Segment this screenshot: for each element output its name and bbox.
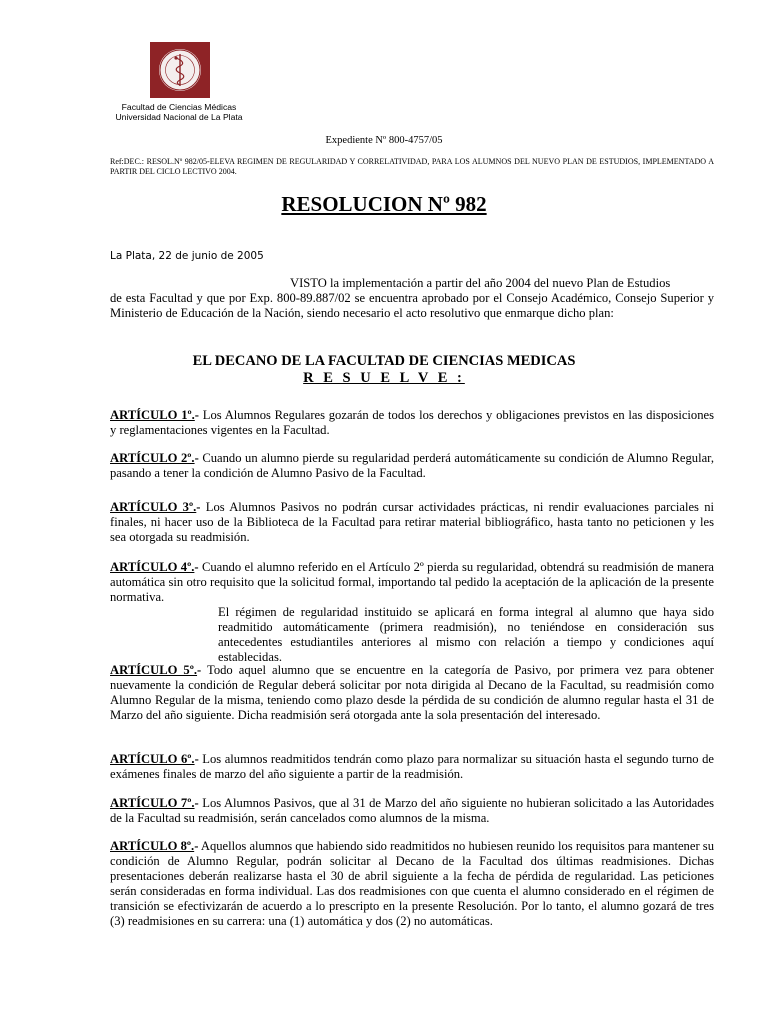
reference-line: Ref:DEC.: RESOL.Nº 982/05-ELEVA REGIMEN DE REGULARIDAD Y CORRELATIVIDAD, PARA LOS ALUMNOS DEL NUEVO PLAN DE ESTUDIOS, IMPLEMENTADO A PARTIR DEL CICLO LECTIVO 2004.	[110, 157, 714, 176]
institution-line-university: Universidad Nacional de La Plata	[115, 112, 243, 122]
date-line: La Plata, 22 de junio de 2005	[110, 250, 264, 262]
article-5-label: ARTÍCULO 5º.	[110, 663, 198, 677]
article-5: ARTÍCULO 5º.- Todo aquel alumno que se encuentre en la categoría de Pasivo, por primera vez para obtener nuevamente la condición de Regular deberá solicitar por nota dirigida al Decano de la Facultad, su readmisión como Alumno Regular de la misma, teniendo como plazo desde la pérdida de su condición de alumno regular hasta el 31 de Marzo del año siguiente. Dicha readmisión será otorgada ante la sola presentación del interesado.	[110, 663, 714, 722]
article-7-label: ARTÍCULO 7º.	[110, 796, 195, 810]
article-5-text: Todo aquel alumno que se encuentre en la categoría de Pasivo, por primera vez para obtener nuevamente la condición de Regular deberá solicitar por nota dirigida al Decano de la Facultad, su readmisión como Alumno Regular de la misma, teniendo como plazo desde la pérdida de su condición de alumno regular hasta el 31 de Marzo del año siguiente. Dicha readmisión será otorgada ante la sola presentación del interesado.	[110, 663, 714, 722]
article-4-text: Cuando el alumno referido en el Artículo 2º pierda su regularidad, obtendrá su readmisión de manera automática sin otro requisito que la solicitud formal, importando tal pedido la aceptación de la aplicación de la presente normativa.	[110, 560, 714, 604]
article-8-text: Aquellos alumnos que habiendo sido readmitidos no hubiesen reunido los requisitos para mantener su condición de Alumno Regular, podrán solicitar al Decano de la Facultad dos últimas readmisiones. Dichas presentaciones deberán realizarse hasta el 30 de abril siguiente a la fecha de pérdida de regularidad. Las peticiones serán consideradas en forma individual. Las dos readmisiones con que cuenta el alumno considerado en el régimen de transición se efectivizarán de acuerdo a lo prescripto en la presente Resolución. Por lo tanto, el alumno gozará de tres (3) readmisiones en su carrera: una (1) automática y dos (2) no automáticas.	[110, 839, 714, 928]
article-1: ARTÍCULO 1º.- Los Alumnos Regulares gozarán de todos los derechos y obligaciones previstos en las disposiciones y reglamentaciones vigentes en la Facultad.	[110, 408, 714, 437]
article-7: ARTÍCULO 7º.- Los Alumnos Pasivos, que al 31 de Marzo del año siguiente no hubieran solicitado a las Autoridades de la Facultad su readmisión, serán cancelados como alumnos de la misma.	[110, 796, 714, 825]
institution-line-faculty: Facultad de Ciencias Médicas	[121, 102, 237, 112]
article-4-label: ARTÍCULO 4º.	[110, 560, 195, 574]
article-1-label: ARTÍCULO 1º.	[110, 408, 195, 422]
article-4-second-paragraph: El régimen de regularidad instituido se aplicará en forma integral al alumno que haya sido readmitido automáticamente (primera readmisión), no teniéndose en consideración sus antecedentes estudiantiles anteriores al mismo con relación a tiempo y condiciones aquí establecidas.	[218, 605, 714, 664]
resolution-title: RESOLUCION Nº 982	[281, 192, 487, 216]
institution-name	[104, 102, 254, 122]
article-2: ARTÍCULO 2º.- Cuando un alumno pierde su regularidad perderá automáticamente su condición de Alumno Regular, pasando a tener la condición de Alumno Pasivo de la Facultad.	[110, 451, 714, 480]
resuelve-heading: R E S U E L V E :	[303, 370, 465, 386]
article-4: ARTÍCULO 4º.- Cuando el alumno referido en el Artículo 2º pierda su regularidad, obtendrá su readmisión de manera automática sin otro requisito que la solicitud formal, importando tal pedido la aceptación de la aplicación de la presente normativa. El régimen de regularidad instituido se aplicará en forma integral al alumno que haya sido readmitido automáticamente (primera readmisión), no teniéndose en consideración sus antecedentes estudiantiles anteriores al mismo con relación a tiempo y condiciones aquí establecidas.	[110, 560, 714, 664]
article-3: ARTÍCULO 3º.- Los Alumnos Pasivos no podrán cursar actividades prácticas, ni rendir evaluaciones parciales ni finales, ni hacer uso de la Biblioteca de la Facultad para retirar material bibliográfico, hasta tanto no peticionen y les sea otorgada su readmisión.	[110, 500, 714, 544]
visto-first-line: VISTO la implementación a partir del año 2004 del nuevo Plan de Estudios	[290, 276, 671, 290]
article-3-text: Los Alumnos Pasivos no podrán cursar actividades prácticas, ni rendir evaluaciones parciales ni finales, ni hacer uso de la Biblioteca de la Facultad para retirar material bibliográfico, hasta tanto no peticionen y les sea otorgada su readmisión.	[110, 500, 714, 544]
visto-paragraph	[110, 276, 714, 321]
faculty-logo	[150, 42, 210, 98]
article-1-text: Los Alumnos Regulares gozarán de todos los derechos y obligaciones previstos en las disposiciones y reglamentaciones vigentes en la Facultad.	[110, 408, 714, 437]
article-6: ARTÍCULO 6º.- Los alumnos readmitidos tendrán como plazo para normalizar su situación hasta el segundo turno de exámenes finales de marzo del año siguiente a partir de la readmisión.	[110, 752, 714, 781]
decano-title: EL DECANO DE LA FACULTAD DE CIENCIAS MEDICAS	[192, 353, 576, 369]
article-2-text: Cuando un alumno pierde su regularidad perderá automáticamente su condición de Alumno Regular, pasando a tener la condición de Alumno Pasivo de la Facultad.	[110, 451, 714, 480]
caduceus-seal-icon	[150, 42, 210, 98]
visto-body: de esta Facultad y que por Exp. 800-89.887/02 se encuentra aprobado por el Consejo Académico, Consejo Superior y Ministerio de Educación de la Nación, siendo necesario el acto resolutivo que enmarque dicho plan:	[110, 291, 714, 320]
article-8-label: ARTÍCULO 8º.	[110, 839, 195, 853]
expediente-number: Expediente Nº 800-4757/05	[325, 135, 443, 146]
article-8: ARTÍCULO 8º.- Aquellos alumnos que habiendo sido readmitidos no hubiesen reunido los requisitos para mantener su condición de Alumno Regular, podrán solicitar al Decano de la Facultad dos últimas readmisiones. Dichas presentaciones deberán realizarse hasta el 30 de abril siguiente a la fecha de pérdida de regularidad. Las peticiones serán consideradas en forma individual. Las dos readmisiones con que cuenta el alumno considerado en el régimen de transición se efectivizarán de acuerdo a lo prescripto en la presente Resolución. Por lo tanto, el alumno gozará de tres (3) readmisiones en su carrera: una (1) automática y dos (2) no automáticas.	[110, 839, 714, 928]
article-7-text: Los Alumnos Pasivos, que al 31 de Marzo del año siguiente no hubieran solicitado a las Autoridades de la Facultad su readmisión, serán cancelados como alumnos de la misma.	[110, 796, 714, 825]
article-3-label: ARTÍCULO 3º.	[110, 500, 197, 514]
decano-heading	[0, 353, 768, 387]
article-6-text: Los alumnos readmitidos tendrán como plazo para normalizar su situación hasta el segundo turno de exámenes finales de marzo del año siguiente a partir de la readmisión.	[110, 752, 714, 781]
article-2-label: ARTÍCULO 2º.	[110, 451, 195, 465]
article-6-label: ARTÍCULO 6º.	[110, 752, 195, 766]
